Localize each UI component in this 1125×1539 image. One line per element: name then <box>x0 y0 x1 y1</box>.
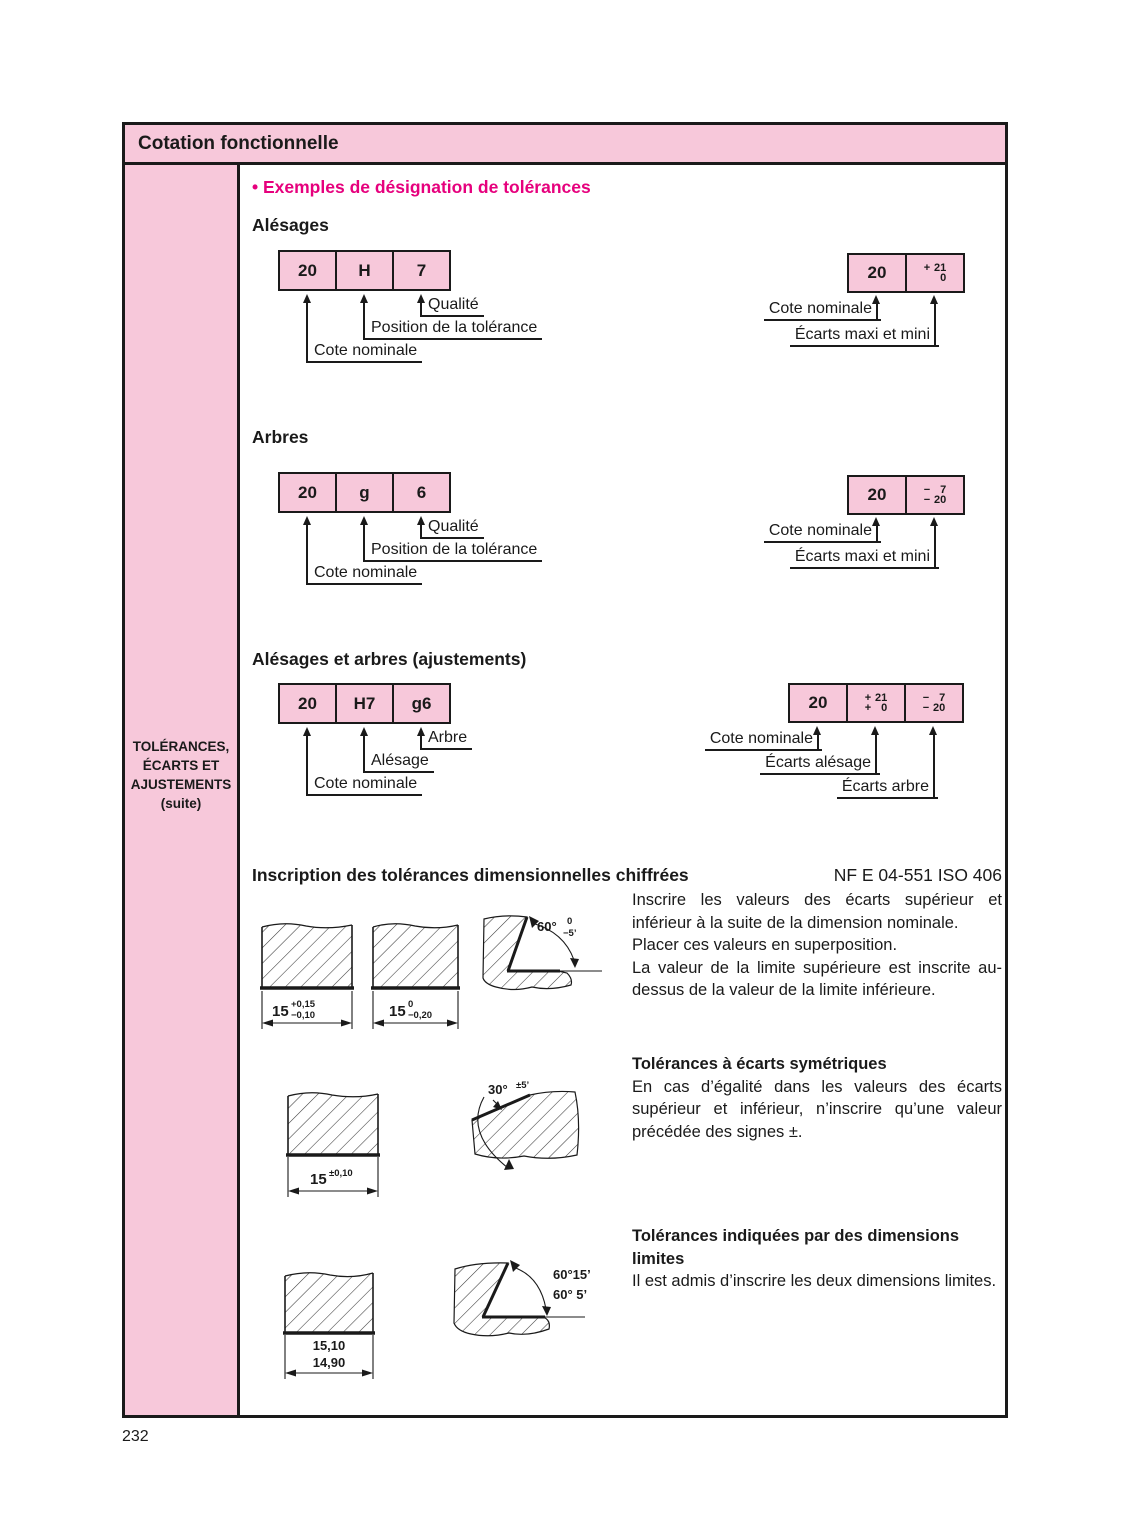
sidebar-label <box>125 737 237 813</box>
designation-cell-arbre: g6 <box>392 683 451 724</box>
label-cote-nominale: Cote nominale <box>705 730 822 751</box>
dimension-value: 15 <box>310 1171 327 1188</box>
tol-value: 7 <box>940 483 947 496</box>
designation-cell-cote: 20 <box>278 250 337 291</box>
dimension-sup: +0,15 <box>291 999 316 1010</box>
angle-sup: 0 <box>567 916 573 927</box>
angle-min: 60° 5’ <box>553 1287 588 1302</box>
frame-body <box>125 165 1005 1415</box>
hatched-block <box>286 1093 380 1155</box>
sidebar-line: TOLÉRANCES, <box>132 739 230 754</box>
figure-angle-60 <box>470 910 635 1022</box>
label-cote-nominale: Cote nominale <box>306 564 422 585</box>
tol-value: 7 <box>939 691 946 704</box>
hatched-block <box>260 924 354 988</box>
value-cell-ecarts <box>905 475 965 515</box>
norm-reference: NF E 04-551 ISO 406 <box>833 865 1002 885</box>
label-position: Position de la tolérance <box>363 541 542 562</box>
angle-value: 30° <box>488 1082 508 1097</box>
value-cell-nominal: 20 <box>847 253 907 293</box>
up-arrow-icon <box>303 727 311 736</box>
content-frame <box>122 122 1008 1418</box>
label-cote-nominale: Cote nominale <box>306 775 422 796</box>
figure-toleranced-block-3 <box>280 1085 395 1205</box>
up-arrow-icon <box>360 516 368 525</box>
value-cell-ecarts-alesage <box>846 683 906 723</box>
paragraph: Inscrire les valeurs des écarts supérieur et inférieur à la suite de la dimension nominale. <box>632 891 1002 932</box>
hatched-block <box>371 924 460 988</box>
chapter-title: Cotation fonctionnelle <box>138 132 339 154</box>
limit-dimensions-block <box>632 1225 1002 1293</box>
tolerance-stack <box>924 485 946 506</box>
sidebar <box>125 165 240 1415</box>
label-ecarts-maxi-mini: Écarts maxi et mini <box>790 326 939 347</box>
chapter-header <box>125 125 1005 165</box>
figure-angle-limits <box>445 1255 620 1355</box>
subsection-title: Tolérances indiquées par des dimensions limites <box>632 1227 960 1268</box>
tol-sign: − <box>923 483 931 496</box>
tol-sign: − <box>922 702 930 714</box>
label-cote-nominale: Cote nominale <box>764 522 881 543</box>
designation-cell-qualite: 6 <box>392 472 451 513</box>
angle-tolerance: ±5’ <box>516 1080 530 1091</box>
tol-value: 21 <box>874 691 888 704</box>
designation-box-arbres <box>278 472 451 513</box>
tol-value: 21 <box>933 261 947 274</box>
figure-toleranced-block-2 <box>359 915 471 1037</box>
subsection-title: Tolérances à écarts symétriques <box>632 1055 887 1073</box>
angle-value: 60° <box>537 919 557 934</box>
value-box-alesages <box>847 253 965 293</box>
main-content <box>240 165 1005 1415</box>
paragraph: Placer ces valeurs en superposition. <box>632 936 898 954</box>
tol-value: 0 <box>940 272 947 284</box>
section-title-ajustements: Alésages et arbres (ajustements) <box>252 649 527 669</box>
up-arrow-icon <box>303 294 311 303</box>
dimension-inf: −0,10 <box>291 1010 316 1021</box>
label-ecarts-maxi-mini: Écarts maxi et mini <box>790 548 939 569</box>
paragraph: Il est admis d’inscrire les deux dimensions limites. <box>632 1272 997 1290</box>
figure-toleranced-block-1 <box>248 915 360 1037</box>
page-title: • Exemples de désignation de tolérances <box>252 177 591 197</box>
designation-cell-position: g <box>335 472 394 513</box>
tolerance-stack <box>924 263 946 284</box>
designation-cell-cote: 20 <box>278 472 337 513</box>
value-cell-nominal: 20 <box>847 475 907 515</box>
tolerance-stack <box>865 693 887 714</box>
inscription-title-row <box>252 865 1002 886</box>
dimension-min: 14,90 <box>312 1355 346 1370</box>
section-title-arbres: Arbres <box>252 427 309 447</box>
value-cell-ecarts-arbre <box>904 683 964 723</box>
hatched-block <box>283 1273 375 1333</box>
paragraph: La valeur de la limite supérieure est inscrite au-dessus de la valeur de la limite inférieure. <box>632 958 1002 999</box>
label-ecarts-alesage: Écarts alésage <box>760 754 880 775</box>
tol-value: 20 <box>932 702 946 714</box>
tol-sign: − <box>923 494 931 506</box>
label-cote-nominale: Cote nominale <box>764 300 881 321</box>
designation-cell-position: H <box>335 250 394 291</box>
label-ecarts-arbre: Écarts arbre <box>837 778 938 799</box>
page-number: 232 <box>122 1428 149 1445</box>
tolerance-stack <box>923 693 945 714</box>
designation-cell-qualite: 7 <box>392 250 451 291</box>
tol-value: 0 <box>881 702 888 714</box>
designation-cell-alesage: H7 <box>335 683 394 724</box>
figure-angle-30 <box>460 1075 630 1180</box>
tol-sign: + <box>864 691 872 704</box>
label-cote-nominale: Cote nominale <box>306 342 422 363</box>
angle-inf: −5’ <box>563 928 577 939</box>
dimension-value: 15 <box>389 1003 406 1020</box>
inscription-paragraphs <box>632 889 1002 1002</box>
value-cell-ecarts <box>905 253 965 293</box>
label-qualite: Qualité <box>420 518 484 539</box>
section-title-alesages: Alésages <box>252 215 329 235</box>
dimension-tolerance: ±0,10 <box>329 1168 353 1179</box>
sidebar-line: (suite) <box>160 796 202 811</box>
label-arbre: Arbre <box>420 729 472 750</box>
designation-box-alesages <box>278 250 451 291</box>
value-box-arbres <box>847 475 965 515</box>
label-qualite: Qualité <box>420 296 484 317</box>
up-arrow-icon <box>303 516 311 525</box>
sidebar-line: ÉCARTS ET <box>142 758 220 773</box>
tol-sign: + <box>923 261 931 274</box>
dimension-inf: −0,20 <box>408 1010 433 1021</box>
paragraph: En cas d’égalité dans les valeurs des écarts supérieur et inférieur, n’inscrire qu’une valeur précédée des signes ±. <box>632 1077 1002 1141</box>
designation-cell-cote: 20 <box>278 683 337 724</box>
value-box-ajustements <box>788 683 964 723</box>
figure-limit-dimensions <box>270 1265 390 1385</box>
angle-max: 60°15’ <box>553 1267 591 1282</box>
sidebar-line: AJUSTEMENTS <box>130 777 232 792</box>
symmetric-tolerances-block <box>632 1053 1002 1143</box>
up-arrow-icon <box>360 294 368 303</box>
value-cell-nominal: 20 <box>788 683 848 723</box>
tol-sign <box>924 273 930 284</box>
inscription-title: Inscription des tolérances dimensionnelles chiffrées <box>252 865 689 885</box>
tol-value: 20 <box>933 494 947 506</box>
dimension-max: 15,10 <box>312 1338 346 1353</box>
up-arrow-icon <box>360 727 368 736</box>
tol-sign: + <box>864 702 872 714</box>
dimension-value: 15 <box>272 1003 289 1020</box>
label-position: Position de la tolérance <box>363 319 542 340</box>
designation-box-ajustements <box>278 683 451 724</box>
dimension-sup: 0 <box>408 999 414 1010</box>
label-alesage: Alésage <box>363 752 434 773</box>
tol-sign: − <box>922 691 930 704</box>
angle-arc <box>510 1260 551 1316</box>
